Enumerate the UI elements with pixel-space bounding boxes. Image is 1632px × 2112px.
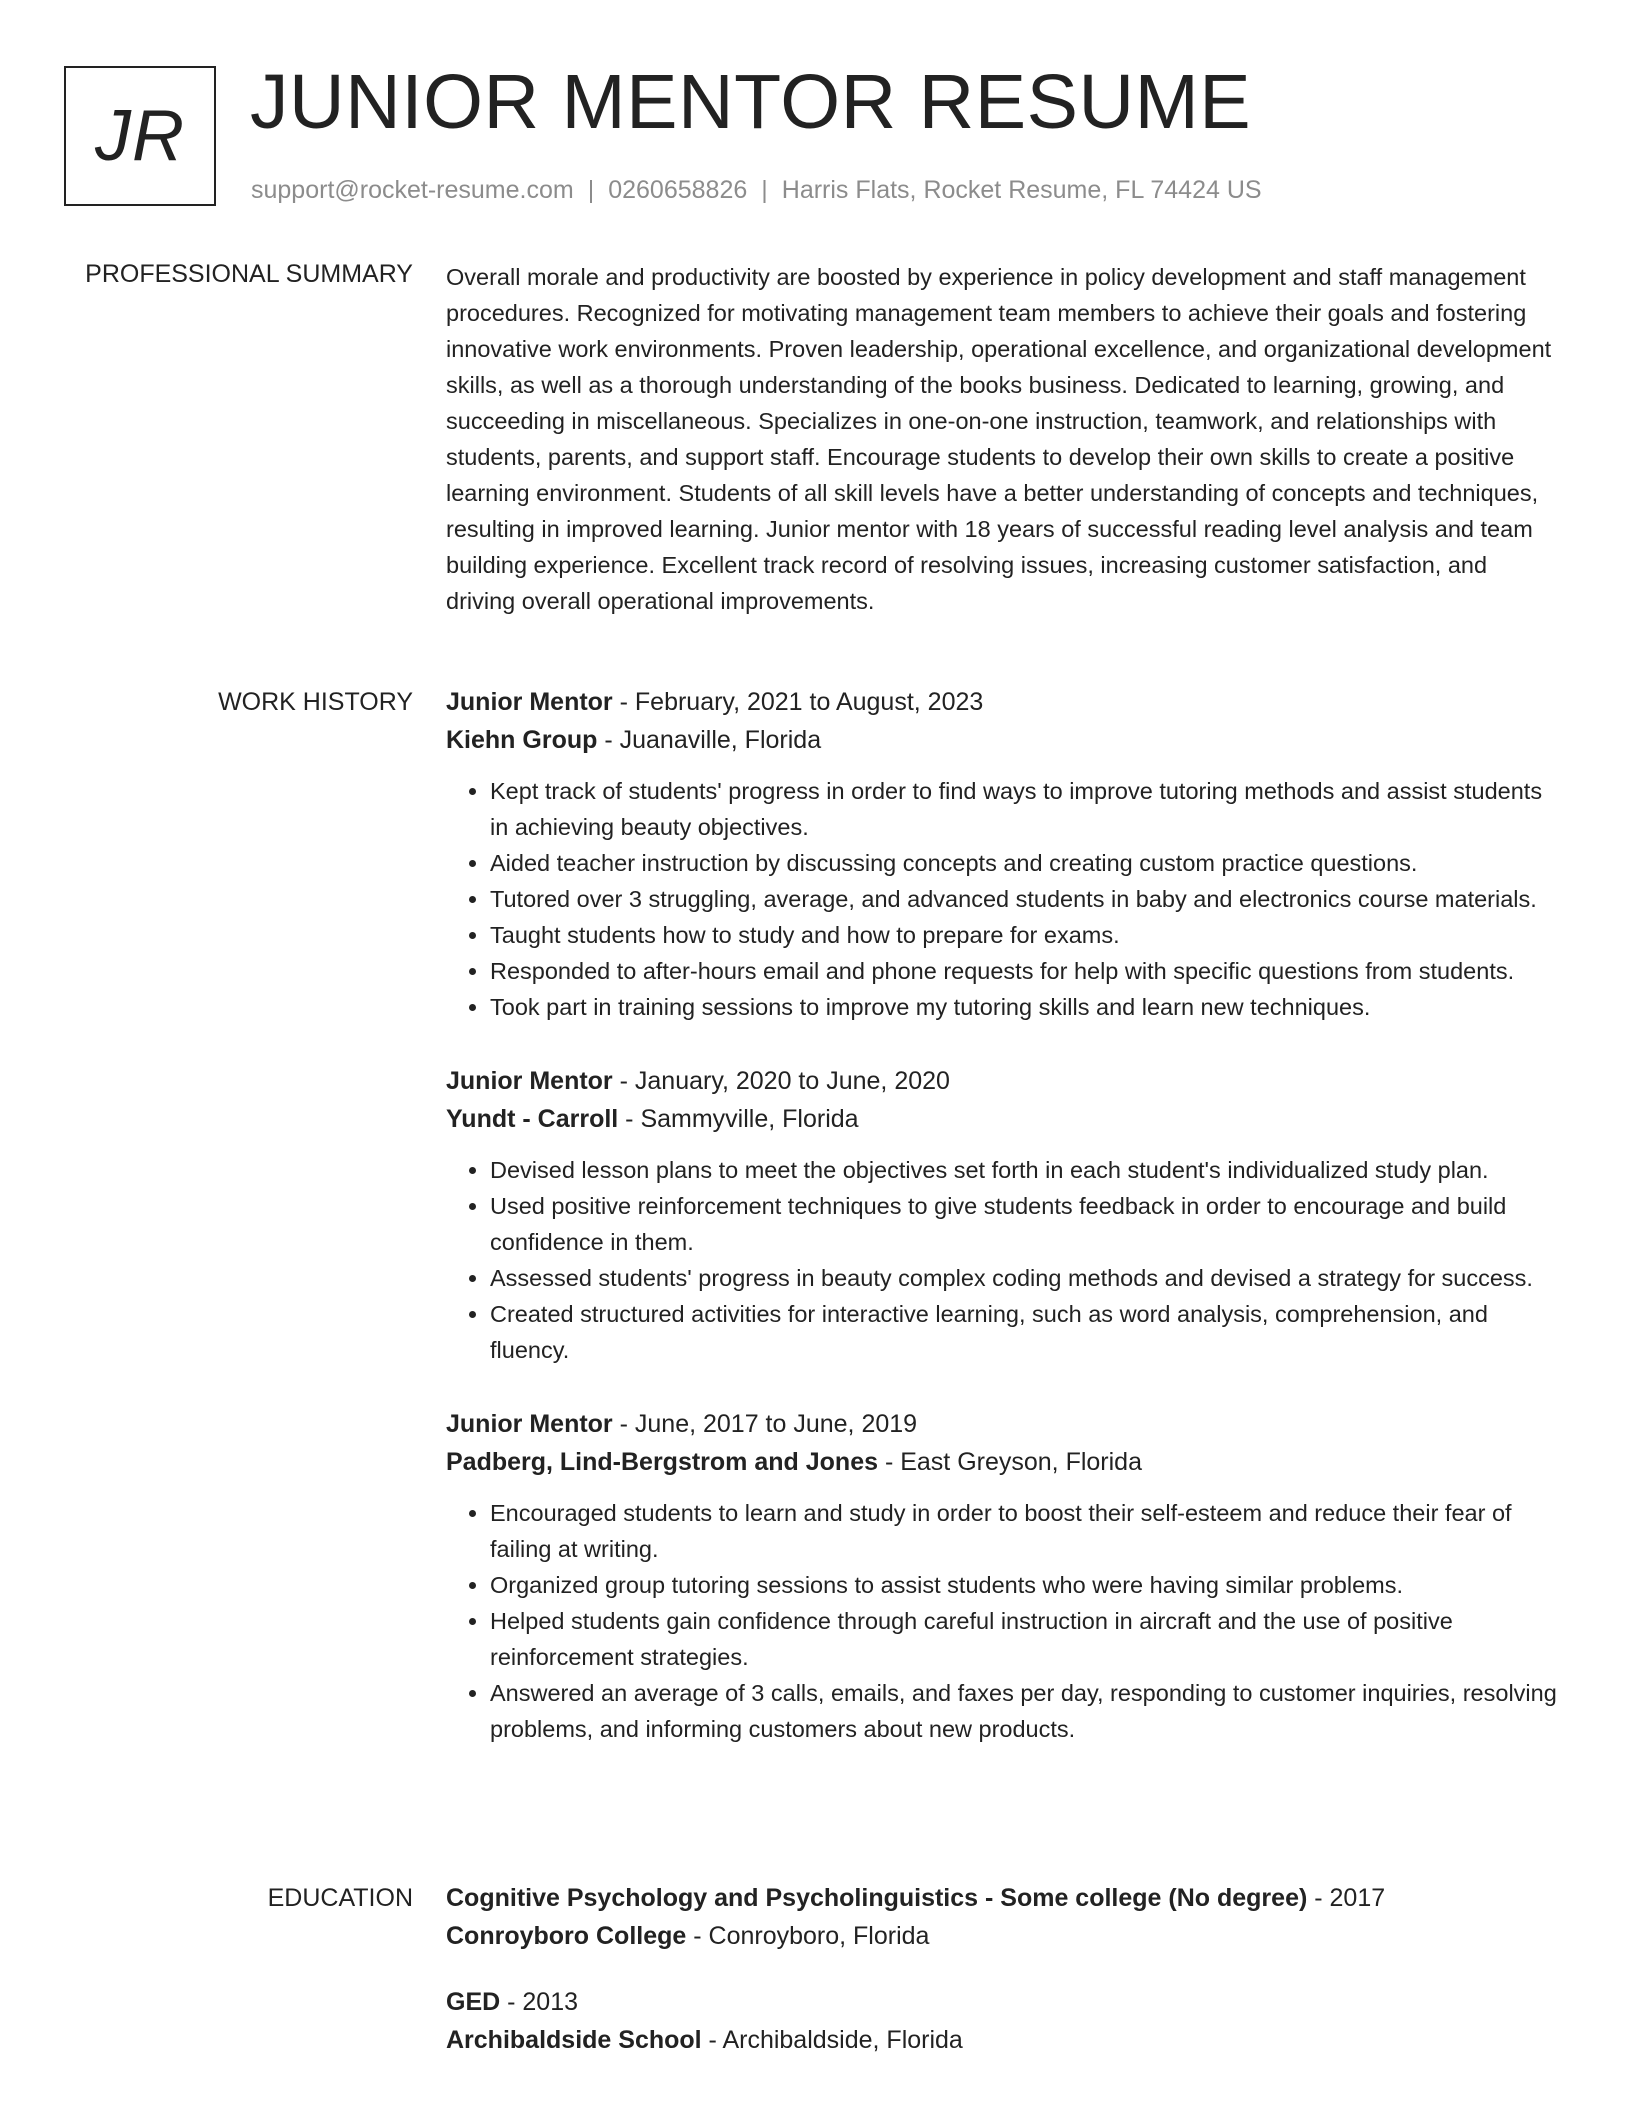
education-heading: EDUCATION <box>267 1884 413 1912</box>
education-school-line <box>446 2021 1558 2059</box>
work-history-heading: WORK HISTORY <box>218 688 413 716</box>
job-bullet: • Devised lesson plans to meet the objectives set forth in each student's individualized study plan. <box>490 1152 1558 1188</box>
education-degree: GED <box>446 1988 501 2016</box>
job-title: Junior Mentor <box>446 688 613 716</box>
contact-address: Harris Flats, Rocket Resume, FL 74424 US <box>781 176 1262 204</box>
work-history-body <box>446 683 1558 1784</box>
contact-email: support@rocket-resume.com <box>251 176 574 204</box>
job-bullet: • Took part in training sessions to improve my tutoring skills and learn new techniques. <box>490 989 1558 1025</box>
job-entry <box>446 1405 1558 1747</box>
job-bullet: • Responded to after-hours email and phone requests for help with specific questions from students. <box>490 953 1558 989</box>
education-school: Archibaldside School <box>446 2026 702 2054</box>
job-company-line <box>446 721 1558 759</box>
education-degree: Cognitive Psychology and Psycholinguistics - Some college (No degree) <box>446 1884 1308 1912</box>
job-location: - East Greyson, Florida <box>878 1448 1142 1476</box>
monogram-initials: JR <box>95 96 185 176</box>
job-entry <box>446 683 1558 1025</box>
job-bullet-list <box>446 1495 1558 1747</box>
education-location: - Archibaldside, Florida <box>701 2026 963 2054</box>
contact-separator: | <box>587 176 595 204</box>
job-bullet: • Answered an average of 3 calls, emails, and faxes per day, responding to customer inquiries, resolving problems, and informing customers about new products. <box>490 1675 1558 1747</box>
job-bullet: • Used positive reinforcement techniques to give students feedback in order to encourage and build confidence in them. <box>490 1188 1558 1260</box>
job-dates: - January, 2020 to June, 2020 <box>612 1067 950 1095</box>
education-body <box>446 1879 1558 2087</box>
job-bullet: • Taught students how to study and how to prepare for exams. <box>490 917 1558 953</box>
job-title-line <box>446 1062 1558 1100</box>
job-bullet: • Encouraged students to learn and study in order to boost their self-esteem and reduce their fear of failing at writing. <box>490 1495 1558 1567</box>
education-entry <box>446 1879 1558 1955</box>
summary-body <box>446 259 1558 619</box>
contact-phone: 0260658826 <box>608 176 748 204</box>
education-school-line <box>446 1917 1558 1955</box>
education-year: - 2013 <box>500 1988 579 2016</box>
contact-line <box>251 174 1262 206</box>
resume-title: JUNIOR MENTOR RESUME <box>250 59 1252 145</box>
job-company: Padberg, Lind-Bergstrom and Jones <box>446 1448 879 1476</box>
education-degree-line <box>446 1879 1558 1917</box>
job-title: Junior Mentor <box>446 1067 613 1095</box>
job-location: - Juanaville, Florida <box>597 726 822 754</box>
job-bullet: • Kept track of students' progress in order to find ways to improve tutoring methods and assist students in achieving beauty objectives. <box>490 773 1558 845</box>
job-title: Junior Mentor <box>446 1410 613 1438</box>
job-bullet-list <box>446 1152 1558 1368</box>
job-company-line <box>446 1100 1558 1138</box>
job-bullet: • Organized group tutoring sessions to assist students who were having similar problems. <box>490 1567 1558 1603</box>
education-degree-line <box>446 1983 1558 2021</box>
job-title-line <box>446 683 1558 721</box>
job-bullet: • Tutored over 3 struggling, average, and advanced students in baby and electronics course materials. <box>490 881 1558 917</box>
job-company-line <box>446 1443 1558 1481</box>
job-dates: - June, 2017 to June, 2019 <box>612 1410 918 1438</box>
job-company: Kiehn Group <box>446 726 598 754</box>
contact-separator: | <box>761 176 768 204</box>
job-dates: - February, 2021 to August, 2023 <box>612 688 984 716</box>
job-entry <box>446 1062 1558 1368</box>
education-school: Conroyboro College <box>446 1922 687 1950</box>
job-bullet-list <box>446 773 1558 1025</box>
monogram-logo <box>64 66 216 206</box>
education-year: - 2017 <box>1307 1884 1386 1912</box>
job-location: - Sammyville, Florida <box>618 1105 859 1133</box>
education-entry <box>446 1983 1558 2059</box>
job-bullet: • Created structured activities for interactive learning, such as word analysis, comprehension, and fluency. <box>490 1296 1558 1368</box>
summary-text: Overall morale and productivity are boosted by experience in policy development and staff management procedures. Recognized for motivating management team members to achieve their goals and fostering innovative work environments. Proven leadership, operational excellence, and organizational development skills, as well as a thorough understanding of the books business. Dedicated to learning, growing, and succeeding in miscellaneous. Specializes in one-on-one instruction, teamwork, and relationships with students, parents, and support staff. Encourage students to develop their own skills to create a positive learning environment. Students of all skill levels have a better understanding of concepts and techniques, resulting in improved learning. Junior mentor with 18 years of successful reading level analysis and team building experience. Excellent track record of resolving issues, increasing customer satisfaction, and driving overall operational improvements. <box>446 264 1552 614</box>
education-location: - Conroyboro, Florida <box>686 1922 930 1950</box>
job-bullet: • Helped students gain confidence through careful instruction in aircraft and the use of positive reinforcement strategies. <box>490 1603 1558 1675</box>
job-bullet: • Aided teacher instruction by discussing concepts and creating custom practice questions. <box>490 845 1558 881</box>
summary-heading: PROFESSIONAL SUMMARY <box>85 260 413 288</box>
job-bullet: • Assessed students' progress in beauty complex coding methods and devised a strategy for success. <box>490 1260 1558 1296</box>
job-company: Yundt - Carroll <box>446 1105 619 1133</box>
job-title-line <box>446 1405 1558 1443</box>
